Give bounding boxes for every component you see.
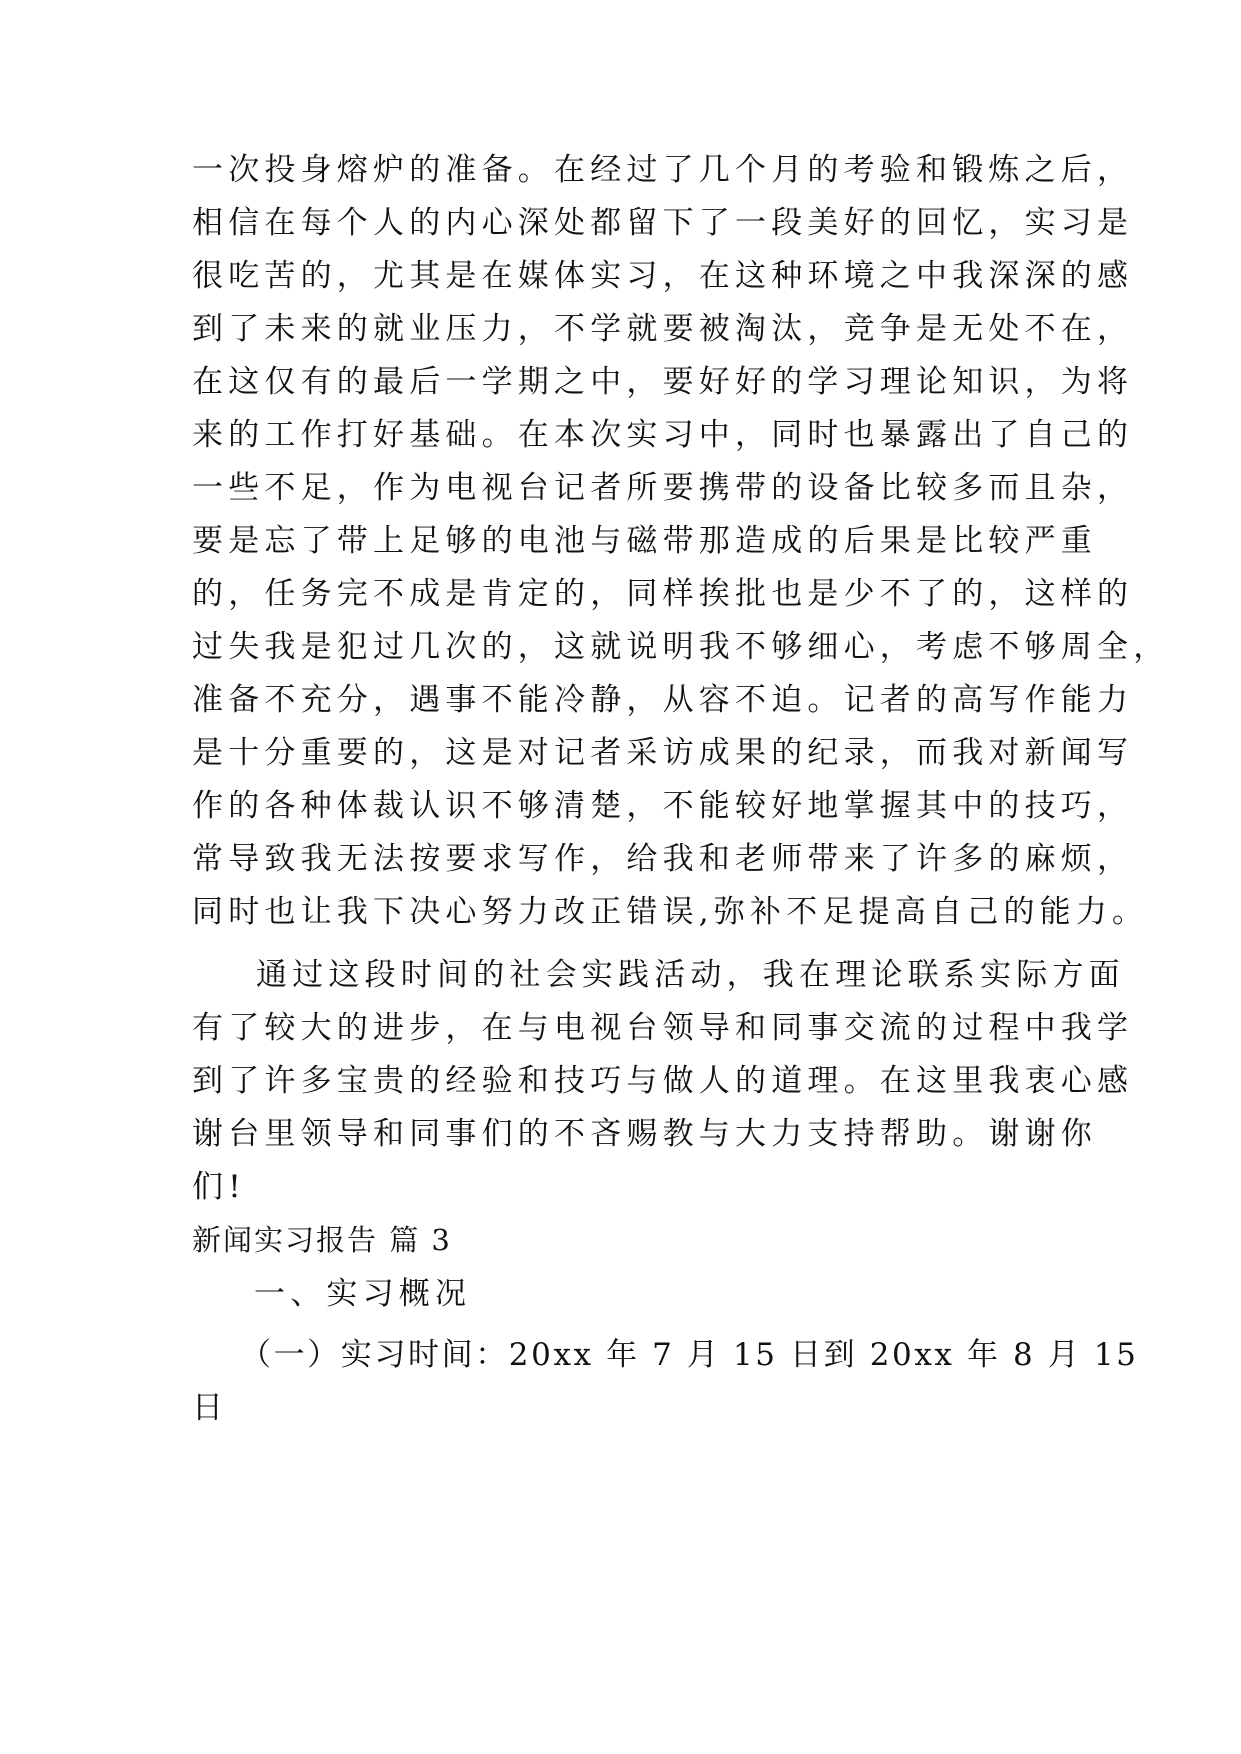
text-line: 有了较大的进步，在与电视台领导和同事交流的过程中我学 [192,1010,1134,1046]
text-line: 通过这段时间的社会实践活动，我在理论联系实际方面 [256,957,1125,993]
text-line: 作的各种体裁认识不够清楚，不能较好地掌握其中的技巧， [192,788,1134,824]
text-line: 同时也让我下决心努力改正错误,弥补不足提高自己的能力。 [192,894,1149,930]
text-line: （一）实习时间：20xx 年 7 月 15 日到 20xx 年 8 月 15 [240,1337,1139,1373]
text-line: 准备不充分，遇事不能冷静，从容不迫。记者的高写作能力 [192,682,1134,718]
text-line: 一些不足，作为电视台记者所要携带的设备比较多而且杂， [192,470,1134,506]
text-line: 到了许多宝贵的经验和技巧与做人的道理。在这里我衷心感 [192,1063,1134,1099]
text-line: 过失我是犯过几次的，这就说明我不够细心，考虑不够周全， [192,629,1170,665]
text-line: 的，任务完不成是肯定的，同样挨批也是少不了的，这样的 [192,576,1134,612]
text-line: 们! [192,1169,246,1205]
subheading: 一、实习概况 [254,1276,472,1312]
text-line: 常导致我无法按要求写作，给我和老师带来了许多的麻烦， [192,841,1134,877]
section-title: 新闻实习报告 篇 3 [192,1223,452,1257]
text-line: 到了未来的就业压力，不学就要被淘汰，竞争是无处不在， [192,311,1134,347]
text-line: 相信在每个人的内心深处都留下了一段美好的回忆，实习是 [192,205,1134,241]
text-line: 要是忘了带上足够的电池与磁带那造成的后果是比较严重 [192,523,1097,559]
text-line: 来的工作打好基础。在本次实习中，同时也暴露出了自己的 [192,417,1134,453]
text-line: 谢台里领导和同事们的不吝赐教与大力支持帮助。谢谢你 [192,1116,1097,1152]
text-line: 很吃苦的，尤其是在媒体实习，在这种环境之中我深深的感 [192,258,1134,294]
text-line: 一次投身熔炉的准备。在经过了几个月的考验和锻炼之后， [192,152,1134,188]
text-line: 日 [192,1390,229,1426]
text-line: 在这仅有的最后一学期之中，要好好的学习理论知识，为将 [192,364,1134,400]
text-line: 是十分重要的，这是对记者采访成果的纪录，而我对新闻写 [192,735,1134,771]
